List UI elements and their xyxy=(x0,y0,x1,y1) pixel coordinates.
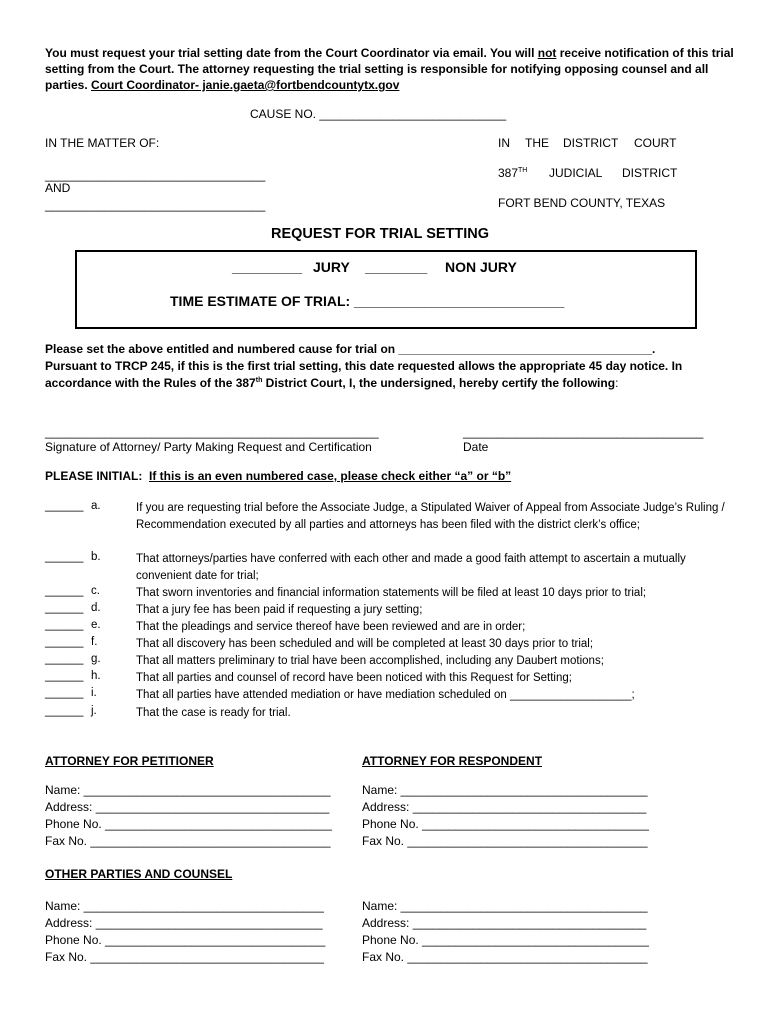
petitioner-name-field[interactable]: Name: _____________________________________ xyxy=(45,783,331,797)
party-1-line[interactable]: _________________________________ xyxy=(45,168,266,182)
in-the-matter-of: IN THE MATTER OF: xyxy=(45,136,160,150)
item-text-b: That attorneys/parties have conferred with each other and made a good faith attempt to ascertain a mutually convenient date for trial; xyxy=(136,553,686,582)
initial-blank-b[interactable]: ______ xyxy=(45,551,84,563)
trial-setting-notice xyxy=(45,45,735,93)
item-text-j: That the case is ready for trial. xyxy=(136,707,291,719)
notice-text-1: You must request your trial setting date from the Court Coordinator via email. You will xyxy=(45,46,538,60)
item-letter-d: d. xyxy=(91,602,101,614)
other-parties-heading: OTHER PARTIES AND COUNSEL xyxy=(45,867,233,881)
court-court: COURT xyxy=(634,136,677,150)
item-text-h: That all parties and counsel of record have been noticed with this Request for Setting; xyxy=(136,672,572,684)
item-text-f: That all discovery has been scheduled and will be completed at least 30 days prior to trial; xyxy=(136,638,594,650)
petitioner-phone-field[interactable]: Phone No. __________________________________ xyxy=(45,817,332,831)
item-text-c: That sworn inventories and financial information statements will be filed at least 10 days prior to trial; xyxy=(136,587,647,599)
request-line-3: accordance with the Rules of the 387th District Court, I, the undersigned, hereby certify the following: xyxy=(45,376,619,390)
other-left-name-field[interactable]: Name: ____________________________________ xyxy=(45,899,324,913)
other-left-fax-field[interactable]: Fax No. ___________________________________ xyxy=(45,950,324,964)
respondent-phone-field[interactable]: Phone No. __________________________________ xyxy=(362,817,649,831)
court-judicial: JUDICIAL xyxy=(549,166,603,180)
item-text-d: That a jury fee has been paid if requesting a jury setting; xyxy=(136,604,423,616)
jury-label: JURY xyxy=(313,259,350,275)
item-letter-i: i. xyxy=(91,687,97,699)
other-right-phone-field[interactable]: Phone No. __________________________________ xyxy=(362,933,649,947)
petitioner-heading: ATTORNEY FOR PETITIONER xyxy=(45,754,214,768)
request-line-1: Please set the above entitled and numbered cause for trial on ______________________________________. xyxy=(45,342,656,356)
county-label: FORT BEND COUNTY, TEXAS xyxy=(498,196,666,210)
notice-not-word: not xyxy=(537,46,557,60)
item-letter-g: g. xyxy=(91,653,101,665)
petitioner-address-field[interactable]: Address: ___________________________________ xyxy=(45,800,330,814)
item-letter-j: j. xyxy=(91,705,97,717)
signature-label: Signature of Attorney/ Party Making Request and Certification xyxy=(45,440,372,454)
respondent-heading: ATTORNEY FOR RESPONDENT xyxy=(362,754,543,768)
item-letter-a: a. xyxy=(91,500,101,512)
initial-blank-e[interactable]: ______ xyxy=(45,619,84,631)
time-estimate-field[interactable]: TIME ESTIMATE OF TRIAL: ___________________________ xyxy=(170,293,565,309)
initial-blank-i[interactable]: ______ xyxy=(45,687,84,699)
please-initial-heading: PLEASE INITIAL: If this is an even numbered case, please check either “a” or “b” xyxy=(45,469,512,483)
party-2-line[interactable]: _________________________________ xyxy=(45,198,266,212)
item-text-e: That the pleadings and service thereof have been reviewed and are in order; xyxy=(136,621,526,633)
other-right-address-field[interactable]: Address: ___________________________________ xyxy=(362,916,647,930)
initial-blank-j[interactable]: ______ xyxy=(45,705,84,717)
initial-blank-h[interactable]: ______ xyxy=(45,670,84,682)
initial-blank-f[interactable]: ______ xyxy=(45,636,84,648)
and-label: AND xyxy=(45,181,71,195)
court-in: IN xyxy=(498,136,510,150)
item-text-a: If you are requesting trial before the Associate Judge, a Stipulated Waiver of Appeal from Associate Judge’s Ruling / Recommendation executed by all parties and attorneys has been filed with the district clerk’s office; xyxy=(136,502,725,531)
date-line[interactable]: ____________________________________ xyxy=(463,425,704,439)
petitioner-fax-field[interactable]: Fax No. ____________________________________ xyxy=(45,834,331,848)
court-coordinator-email[interactable]: Court Coordinator- janie.gaeta@fortbendcountytx.gov xyxy=(91,78,400,92)
item-text-g: That all matters preliminary to trial have been accomplished, including any Daubert motions; xyxy=(136,655,604,667)
nonjury-label: NON JURY xyxy=(445,259,517,275)
item-text-i: That all parties have attended mediation or have mediation scheduled on ___________________; xyxy=(136,689,635,701)
request-paragraph xyxy=(45,341,735,392)
other-right-name-field[interactable]: Name: _____________________________________ xyxy=(362,899,648,913)
nonjury-blank[interactable]: ________ xyxy=(365,259,428,275)
item-letter-c: c. xyxy=(91,585,100,597)
initial-blank-a[interactable]: ______ xyxy=(45,500,84,512)
other-left-address-field[interactable]: Address: __________________________________ xyxy=(45,916,323,930)
respondent-name-field[interactable]: Name: _____________________________________ xyxy=(362,783,648,797)
court-district: DISTRICT xyxy=(563,136,619,150)
item-letter-b: b. xyxy=(91,551,101,563)
initial-blank-c[interactable]: ______ xyxy=(45,585,84,597)
cause-number[interactable]: CAUSE NO. ____________________________ xyxy=(250,107,507,121)
court-number: 387TH xyxy=(498,166,528,180)
jury-blank[interactable]: _________ xyxy=(232,259,303,275)
date-label: Date xyxy=(463,440,489,454)
item-letter-e: e. xyxy=(91,619,101,631)
court-district-2: DISTRICT xyxy=(622,166,678,180)
respondent-fax-field[interactable]: Fax No. ____________________________________ xyxy=(362,834,648,848)
court-the: THE xyxy=(525,136,549,150)
request-line-2: Pursuant to TRCP 245, if this is the first trial setting, this date requested allows the appropriate 45 day notice. In xyxy=(45,359,683,373)
respondent-address-field[interactable]: Address: ___________________________________ xyxy=(362,800,647,814)
signature-line[interactable]: __________________________________________________ xyxy=(45,425,379,439)
notice-text-2: receive notification of this trial setting from the Court. The attorney requesting the trial setting is responsible for notifying opposing counsel and all parties. xyxy=(45,46,734,92)
initial-blank-g[interactable]: ______ xyxy=(45,653,84,665)
item-letter-f: f. xyxy=(91,636,98,648)
item-letter-h: h. xyxy=(91,670,101,682)
page-title: REQUEST FOR TRIAL SETTING xyxy=(271,226,490,242)
initial-blank-d[interactable]: ______ xyxy=(45,602,84,614)
other-right-fax-field[interactable]: Fax No. ____________________________________ xyxy=(362,950,648,964)
other-left-phone-field[interactable]: Phone No. _________________________________ xyxy=(45,933,326,947)
